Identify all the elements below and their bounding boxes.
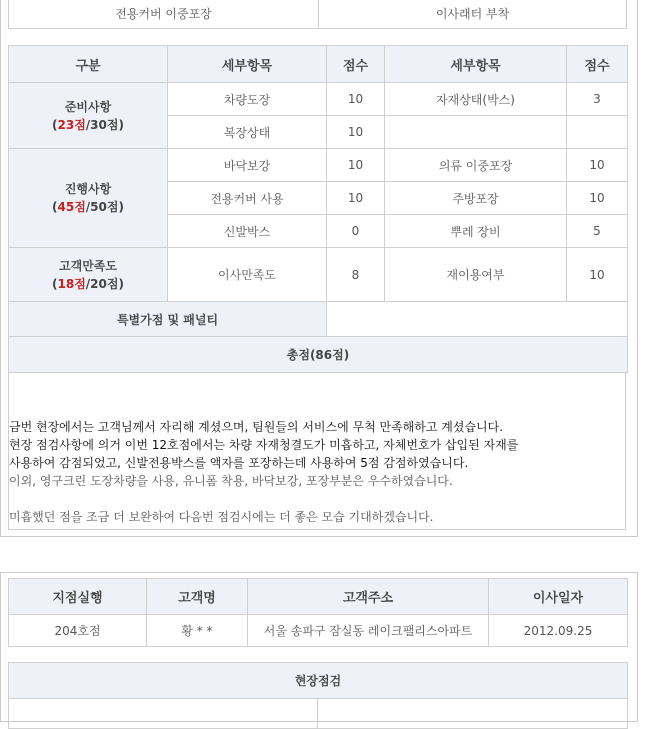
item-1: 전용커버 사용 bbox=[168, 182, 327, 215]
header-move-date: 이사일자 bbox=[489, 579, 628, 615]
branch-cell: 204호점 bbox=[9, 615, 147, 647]
comment-line: 이외, 영구크린 도장차량을 사용, 유니폼 착용, 바닥보강, 포장부분은 우수하였습니다. bbox=[9, 474, 453, 488]
top-row-right: 이사래터 부착 bbox=[319, 0, 627, 29]
category-name: 준비사항 bbox=[64, 99, 112, 114]
score-2: 3 bbox=[567, 83, 628, 116]
total-score: 총점(86점) bbox=[9, 337, 628, 373]
table-row bbox=[9, 83, 628, 116]
top-row-left: 전용커버 이중포장 bbox=[9, 0, 319, 29]
table-row bbox=[9, 248, 628, 302]
item-2: 의류 이중포장 bbox=[385, 149, 567, 182]
date-cell: 2012.09.25 bbox=[489, 615, 628, 647]
category-score: 23점 bbox=[57, 117, 86, 132]
score-2 bbox=[567, 116, 628, 149]
inspection-header: 현장점검 bbox=[9, 663, 628, 699]
comment-line: 사용하여 감점되었고, 신발전용박스를 액자를 포장하는데 사용하여 5점 감점하였습니다. bbox=[9, 456, 469, 470]
category-satisfaction: 고객만족도 (18점/20점) bbox=[9, 248, 168, 302]
item-2: 주방포장 bbox=[385, 182, 567, 215]
category-prep: 준비사항 (23점/30점) bbox=[9, 83, 168, 149]
category-total: /50점 bbox=[85, 200, 119, 214]
header-address: 고객주소 bbox=[248, 579, 489, 615]
comment-text bbox=[9, 418, 619, 526]
inspection-table bbox=[8, 662, 628, 729]
branch-table bbox=[8, 578, 628, 647]
inspection-cell-right bbox=[318, 699, 628, 729]
header-item-1: 세부항목 bbox=[168, 46, 327, 83]
comment-line: 미흡했던 점을 조금 더 보완하여 다음번 점검시에는 더 좋은 모습 기대하겠습니다. bbox=[9, 510, 434, 524]
top-row-table bbox=[8, 0, 627, 29]
item-1: 이사만족도 bbox=[168, 248, 327, 302]
item-2 bbox=[385, 116, 567, 149]
score-1: 10 bbox=[327, 83, 385, 116]
item-1: 신발박스 bbox=[168, 215, 327, 248]
category-total: /20점 bbox=[85, 276, 119, 291]
score-2: 10 bbox=[567, 182, 628, 215]
header-customer: 고객명 bbox=[147, 579, 248, 615]
comment-line: 현장 점검사항에 의거 이번 12호점에서는 차량 자재청결도가 미흡하고, 자체번호가 삽입된 자재를 bbox=[9, 438, 519, 452]
category-score: 18점 bbox=[57, 276, 86, 291]
item-1: 바닥보강 bbox=[168, 149, 327, 182]
category-progress: 진행사항 (45점/50점) bbox=[9, 149, 168, 248]
header-item-2: 세부항목 bbox=[385, 46, 567, 83]
item-1: 차량도장 bbox=[168, 83, 327, 116]
special-points-label: 특별가점 및 패널티 bbox=[9, 302, 327, 337]
score-2: 5 bbox=[567, 215, 628, 248]
category-total: /30점 bbox=[85, 117, 119, 132]
item-2: 뿌레 장비 bbox=[385, 215, 567, 248]
address-cell: 서울 송파구 잠실동 레이크팰리스아파트 bbox=[248, 615, 489, 647]
score-table bbox=[8, 45, 628, 373]
header-score-1: 점수 bbox=[327, 46, 385, 83]
comment-line: 금번 현장에서는 고객님께서 자리해 계셨으며, 팀원들의 서비스에 무척 만족해하고 계셨습니다. bbox=[9, 420, 504, 434]
score-1: 8 bbox=[327, 248, 385, 302]
inspection-cell-left bbox=[9, 699, 318, 729]
table-row bbox=[9, 615, 628, 647]
customer-cell: 황 * * bbox=[147, 615, 248, 647]
score-2: 10 bbox=[567, 149, 628, 182]
header-branch: 지점실행 bbox=[9, 579, 147, 615]
item-1: 복장상태 bbox=[168, 116, 327, 149]
category-name: 진행사항 bbox=[64, 182, 112, 196]
header-category: 구분 bbox=[9, 46, 168, 83]
score-2: 10 bbox=[567, 248, 628, 302]
score-1: 10 bbox=[327, 182, 385, 215]
item-2: 재이용여부 bbox=[385, 248, 567, 302]
header-score-2: 점수 bbox=[567, 46, 628, 83]
score-1: 10 bbox=[327, 116, 385, 149]
category-score: 45점 bbox=[57, 200, 86, 214]
table-row bbox=[9, 149, 628, 182]
score-1: 0 bbox=[327, 215, 385, 248]
item-2: 자재상태(박스) bbox=[385, 83, 567, 116]
category-name: 고객만족도 bbox=[59, 258, 117, 273]
score-1: 10 bbox=[327, 149, 385, 182]
special-points-value bbox=[327, 302, 628, 337]
